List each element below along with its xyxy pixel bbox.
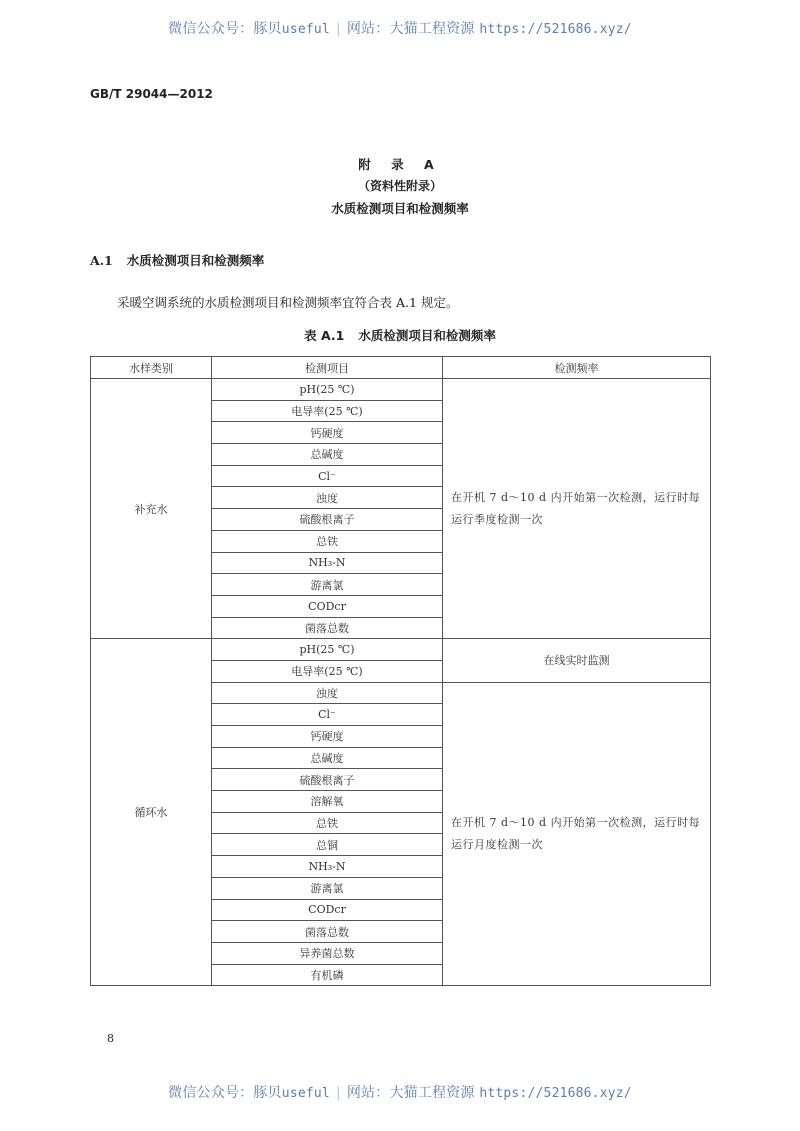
section-title: 水质检测项目和检测频率	[126, 253, 265, 268]
header-test-item: 检测项目	[212, 357, 443, 379]
test-item: 浊度	[212, 682, 443, 704]
test-item: 溶解氧	[212, 791, 443, 813]
watermark-wechat-handle: useful	[281, 22, 330, 37]
test-item: 电导率(25 ℃)	[212, 400, 443, 422]
table-caption	[0, 326, 800, 344]
section-paragraph: 采暖空调系统的水质检测项目和检测频率宜符合表 A.1 规定。	[117, 295, 459, 310]
test-item: 总铜	[212, 834, 443, 856]
section-number: A.1	[90, 253, 113, 268]
test-item: 硫酸根离子	[212, 769, 443, 791]
test-item: CODcr	[212, 899, 443, 921]
watermark-separator: |	[335, 21, 341, 37]
test-item: 钙硬度	[212, 422, 443, 444]
watermark-site-url[interactable]: https://521686.xyz/	[479, 1086, 632, 1101]
test-item: 有机磷	[212, 964, 443, 986]
watermark-wechat-label: 微信公众号：豚贝	[168, 1085, 282, 1101]
appendix-title: 水质检测项目和检测频率	[331, 201, 469, 216]
test-item: CODcr	[212, 595, 443, 617]
table-row	[91, 639, 711, 661]
test-item: 总铁	[212, 530, 443, 552]
table-caption-number: 表 A.1	[304, 328, 345, 343]
test-item: 硫酸根离子	[212, 509, 443, 531]
header-sample-type: 水样类别	[91, 357, 212, 379]
frequency-circulating-water: 在开机 7 d～10 d 内开始第一次检测，运行时每运行月度检测一次	[443, 682, 711, 986]
watermark-wechat-handle: useful	[281, 1086, 330, 1101]
test-item: 游离氯	[212, 877, 443, 899]
test-item: 菌落总数	[212, 617, 443, 639]
header-frequency: 检测频率	[443, 357, 711, 379]
page-number: 8	[107, 1032, 114, 1045]
watermark-site-url[interactable]: https://521686.xyz/	[479, 22, 632, 37]
test-item: 异养菌总数	[212, 942, 443, 964]
test-item: 钙硬度	[212, 726, 443, 748]
test-item: NH₃-N	[212, 856, 443, 878]
test-item: NH₃-N	[212, 552, 443, 574]
watermark-separator: |	[335, 1085, 341, 1101]
test-item: pH(25 ℃)	[212, 639, 443, 661]
category-makeup-water: 补充水	[91, 379, 212, 639]
test-item: Cl⁻	[212, 465, 443, 487]
section-heading	[90, 251, 264, 269]
test-item: 总铁	[212, 812, 443, 834]
test-item: Cl⁻	[212, 704, 443, 726]
table-row	[91, 379, 711, 401]
frequency-makeup-water: 在开机 7 d～10 d 内开始第一次检测，运行时每运行季度检测一次	[443, 379, 711, 639]
watermark-wechat-label: 微信公众号：豚贝	[168, 21, 282, 37]
test-item: 总碱度	[212, 747, 443, 769]
test-item: 游离氯	[212, 574, 443, 596]
table-header-row	[91, 357, 711, 379]
test-item: 电导率(25 ℃)	[212, 660, 443, 682]
watermark-top	[0, 18, 800, 38]
test-item: 总碱度	[212, 444, 443, 466]
watermark-site-label: 网站：大猫工程资源	[346, 1085, 475, 1101]
appendix-label: 附 录 A	[358, 157, 442, 172]
appendix-type: （资料性附录）	[357, 179, 442, 193]
test-item: 菌落总数	[212, 921, 443, 943]
water-quality-table	[90, 356, 711, 986]
category-circulating-water: 循环水	[91, 639, 212, 986]
watermark-bottom	[0, 1082, 800, 1102]
standard-number: GB/T 29044—2012	[90, 87, 213, 101]
watermark-site-label: 网站：大猫工程资源	[346, 21, 475, 37]
test-item: 浊度	[212, 487, 443, 509]
table-caption-title: 水质检测项目和检测频率	[358, 328, 496, 343]
frequency-online: 在线实时监测	[443, 639, 711, 682]
test-item: pH(25 ℃)	[212, 379, 443, 401]
